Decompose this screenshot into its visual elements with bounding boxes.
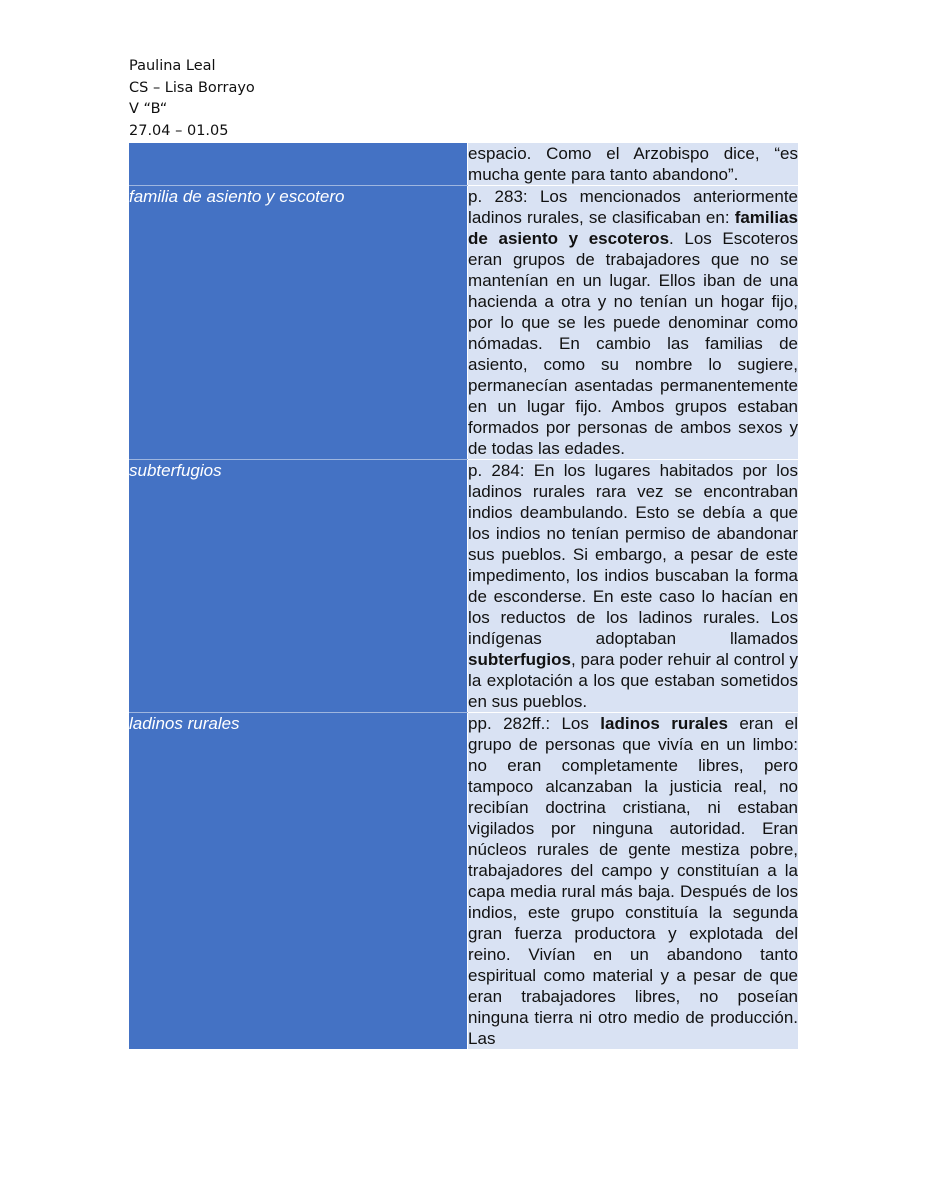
definition-cell <box>468 143 798 186</box>
definition-text: pp. 282ff.: Los <box>468 714 601 733</box>
term-cell: familia de asiento y escotero <box>129 186 468 460</box>
definition-text: , para poder rehuir al control y la explotación a los que estaban sometidos en sus pueblos. <box>468 650 798 711</box>
glossary-table <box>129 143 798 1049</box>
table-row <box>129 460 798 713</box>
definition-text: eran el grupo de personas que vivía en un limbo: no eran completamente libres, pero tampoco alcanzaban la justicia real, no recibían doctrina cristiana, ni estaban vigilados por ninguna autoridad. Eran núcleos rurales de gente mestiza pobre, trabajadores del campo y constituían a la capa media rural más baja. Después de los indios, este grupo constituía la segunda gran fuerza productora y explotada del reino. Vivían en un abandono tanto espiritual como material y a pesar de que eran trabajadores libres, no poseían ninguna tierra ni otro medio de producción. Las <box>468 714 798 1048</box>
definition-text: p. 284: En los lugares habitados por los ladinos rurales rara vez se encontraban indios deambulando. Esto se debía a que los indios no tenían permiso de abandonar sus pueblos. Si embargo, a pesar de este impedimento, los indios buscaban la forma de esconderse. En este caso lo hacían en los reductos de los ladinos rurales. Los indígenas adoptaban llamados <box>468 461 798 648</box>
term-cell: ladinos rurales <box>129 713 468 1050</box>
table-row <box>129 713 798 1050</box>
definition-cell <box>468 186 798 460</box>
definition-cell <box>468 713 798 1050</box>
date-range: 27.04 – 01.05 <box>129 122 229 139</box>
table-row <box>129 186 798 460</box>
definition-bold-term: familias de asiento y escoteros <box>468 208 798 248</box>
definition-text: . Los Escoteros eran grupos de trabajadores que no se mantenían en un lugar. Ellos iban de una hacienda a otra y no tenían un hogar fijo, por lo que se les puede denominar como nómadas. En cambio las familias de asiento, como su nombre lo sugiere, permanecían asentadas permanentemente en un lugar fijo. Ambos grupos estaban formados por personas de ambos sexos y de todas las edades. <box>468 229 798 458</box>
grade-section: V “B“ <box>129 101 168 117</box>
term-cell: subterfugios <box>129 460 468 713</box>
definition-text: espacio. Como el Arzobispo dice, “es mucha gente para tanto abandono”. <box>468 144 798 184</box>
author-name: Paulina Leal <box>129 58 216 74</box>
table-row <box>129 143 798 186</box>
document-header <box>129 56 255 142</box>
definition-cell <box>468 460 798 713</box>
course-name: CS – Lisa Borrayo <box>129 79 255 96</box>
definition-text: p. 283: Los mencionados anteriormente ladinos rurales, se clasificaban en: <box>468 187 798 227</box>
definition-bold-term: subterfugios <box>468 650 571 669</box>
definition-bold-term: ladinos rurales <box>600 714 728 733</box>
term-cell <box>129 143 468 186</box>
